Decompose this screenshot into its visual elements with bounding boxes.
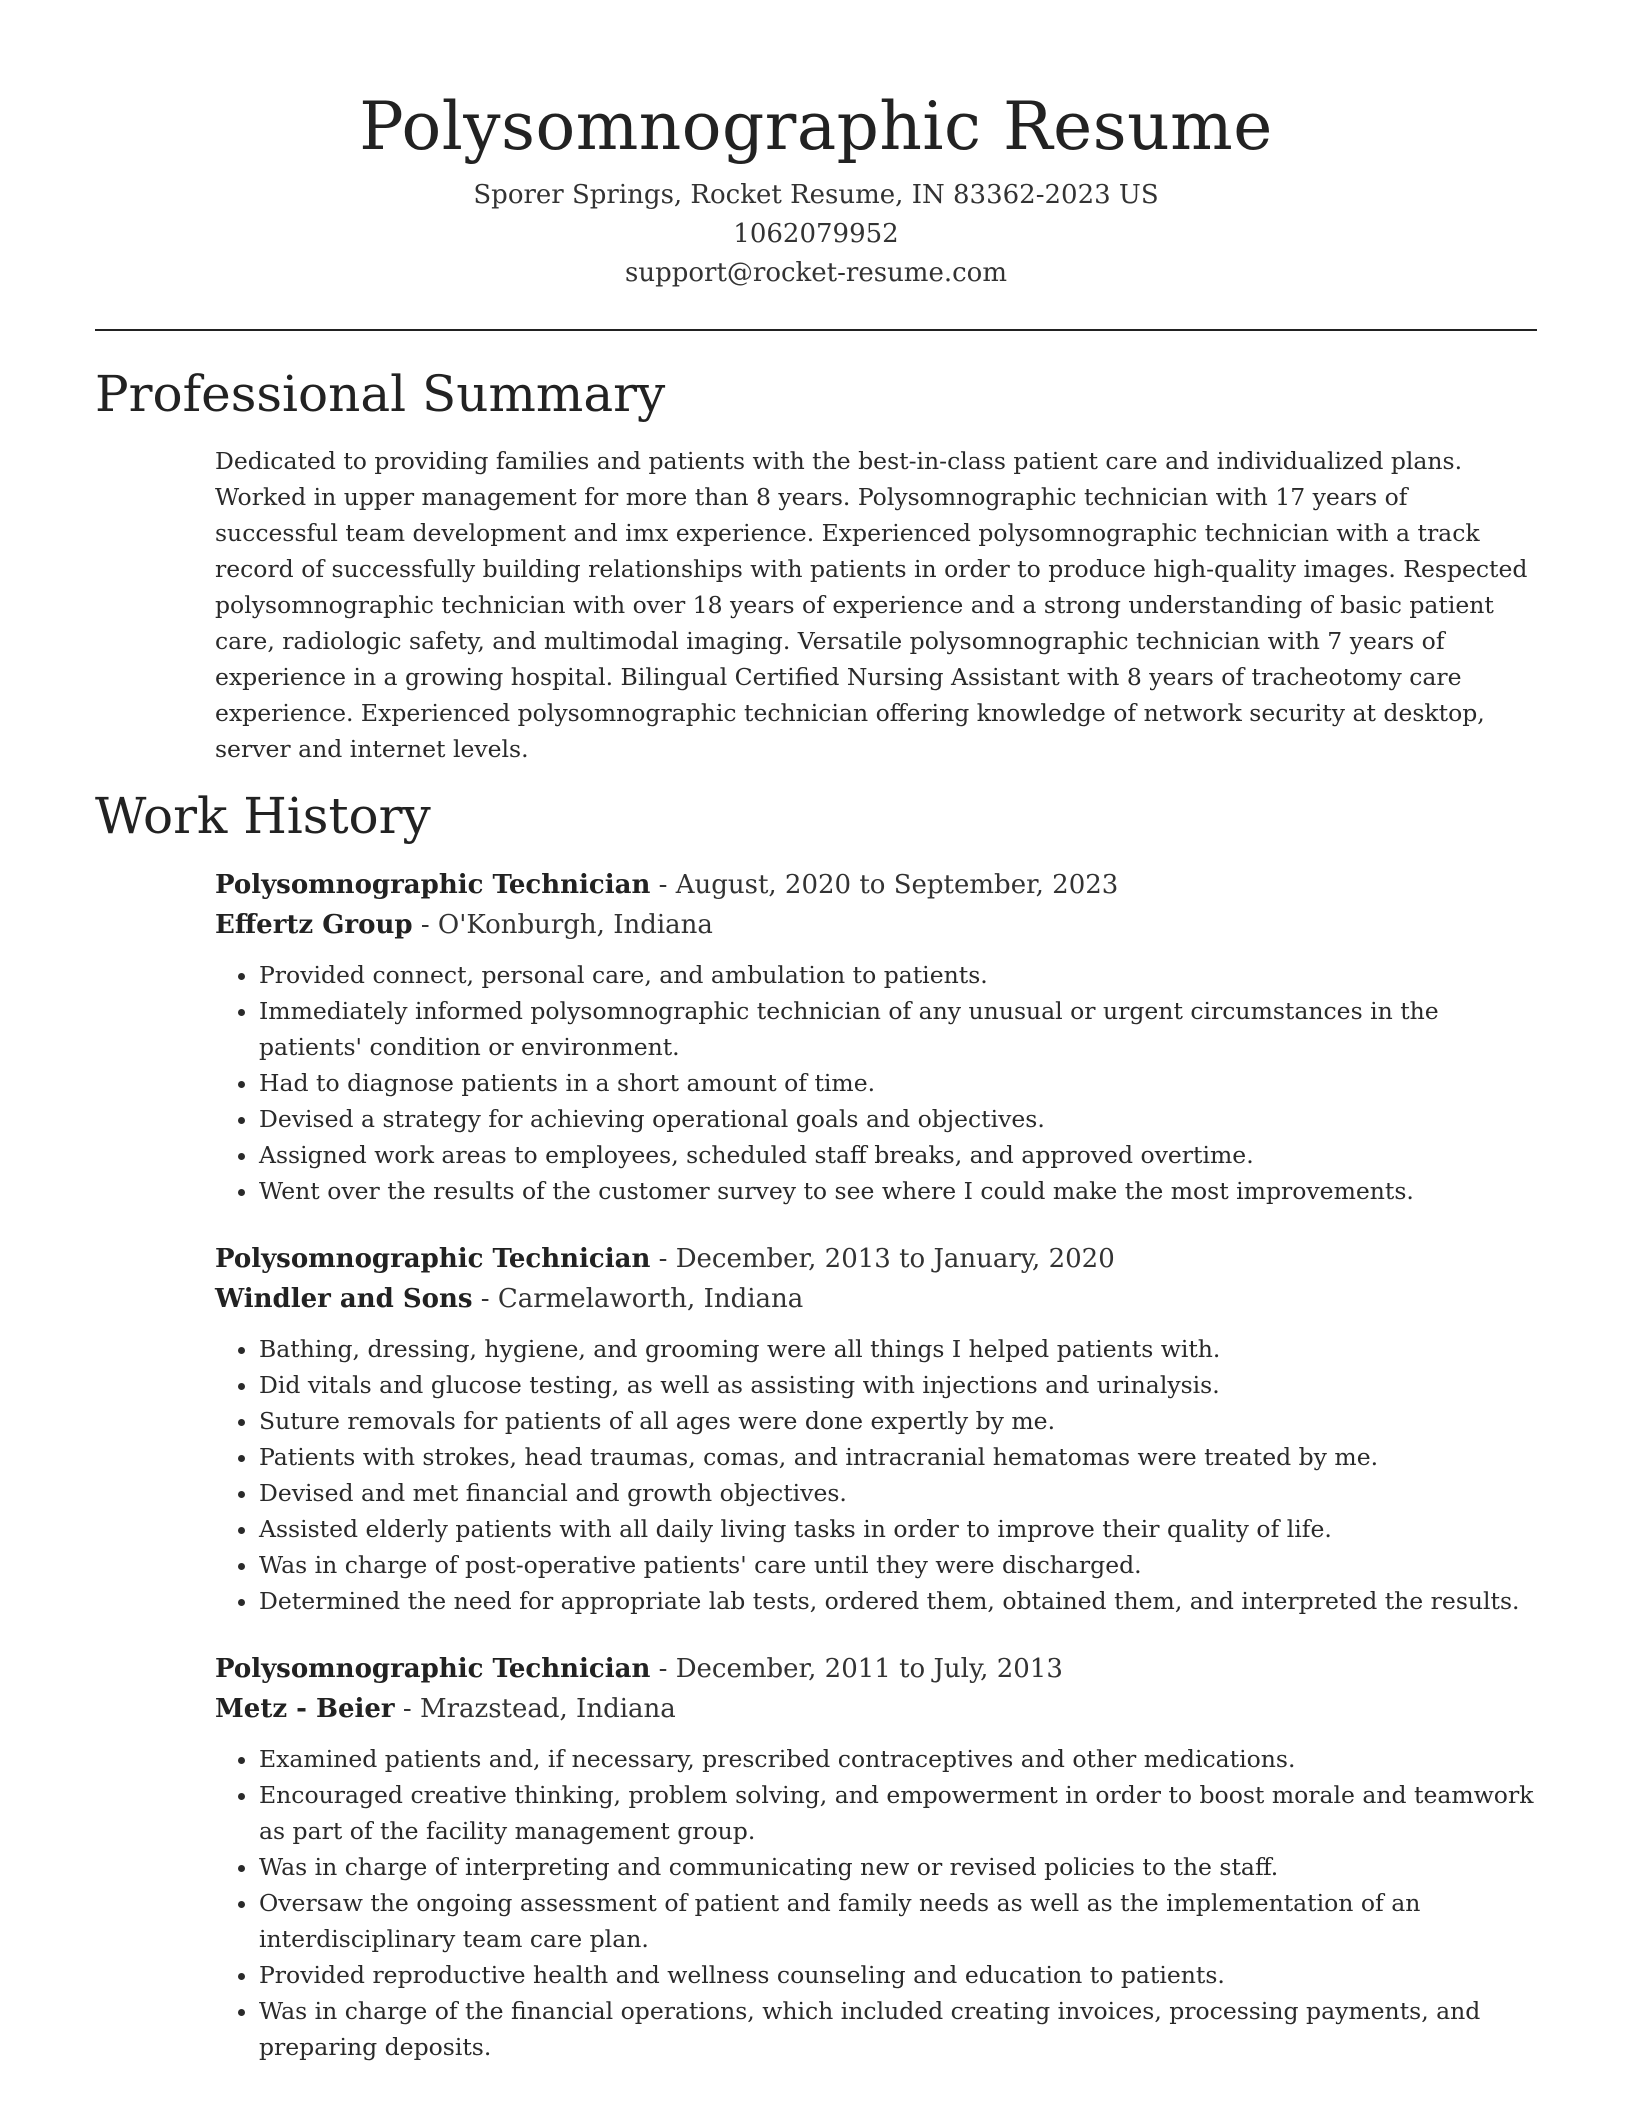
duty-item: • Assigned work areas to employees, scheduled staff breaks, and approved overtime. (259, 1137, 1537, 1173)
duty-item: • Provided connect, personal care, and ambulation to patients. (259, 957, 1537, 993)
duty-item: • Bathing, dressing, hygiene, and grooming were all things I helped patients with. (259, 1331, 1537, 1367)
job-title-line (215, 865, 1537, 905)
job-location: - Carmelaworth, Indiana (480, 1284, 804, 1314)
job-entry (215, 865, 1537, 1209)
duty-item: • Assisted elderly patients with all daily living tasks in order to improve their quality of life. (259, 1511, 1537, 1547)
summary-heading: Professional Summary (95, 365, 666, 423)
address-text: Sporer Springs, Rocket Resume, IN 83362-2023 US (473, 180, 1159, 210)
job-dates: - December, 2011 to July, 2013 (658, 1654, 1063, 1684)
job-entry (215, 1239, 1537, 1619)
job-company: Windler and Sons (215, 1284, 473, 1314)
job-company: Effertz Group (215, 910, 413, 940)
contact-block (95, 176, 1537, 293)
duty-item: • Was in charge of the financial operations, which included creating invoices, processing payments, and preparing deposits. (259, 1993, 1537, 2065)
job-location: - O'Konburgh, Indiana (420, 910, 713, 940)
job-title-line (215, 1239, 1537, 1279)
duty-item: • Oversaw the ongoing assessment of patient and family needs as well as the implementation of an interdisciplinary team care plan. (259, 1885, 1537, 1957)
duty-item: • Was in charge of interpreting and communicating new or revised policies to the staff. (259, 1849, 1537, 1885)
job-company-line (215, 1689, 1537, 1729)
duty-item: • Was in charge of post-operative patients' care until they were discharged. (259, 1547, 1537, 1583)
duty-item: • Patients with strokes, head traumas, comas, and intracranial hematomas were treated by me. (259, 1439, 1537, 1475)
job-title-line (215, 1649, 1537, 1689)
duty-item: • Immediately informed polysomnographic technician of any unusual or urgent circumstances in the patients' condition or environment. (259, 993, 1537, 1065)
work-history-heading: Work History (95, 787, 431, 845)
duty-item: • Had to diagnose patients in a short amount of time. (259, 1065, 1537, 1101)
duty-item: • Determined the need for appropriate lab tests, ordered them, obtained them, and interpreted the results. (259, 1583, 1537, 1619)
duty-item: • Devised a strategy for achieving operational goals and objectives. (259, 1101, 1537, 1137)
work-history-body (215, 865, 1537, 2065)
phone-text: 1062079952 (733, 219, 899, 249)
job-role: Polysomnographic Technician (215, 1654, 651, 1684)
summary-paragraph: Dedicated to providing families and patients with the best-in-class patient care and individualized plans. Worked in upper management for more than 8 years. Polysomnographic technician with 17 years of successful team development and imx experience. Experienced polysomnographic technician with a track record of successfully building relationships with patients in order to produce high-quality images. Respected polysomnographic technician with over 18 years of experience and a strong understanding of basic patient care, radiologic safety, and multimodal imaging. Versatile polysomnographic technician with 7 years of experience in a growing hospital. Bilingual Certified Nursing Assistant with 8 years of tracheotomy care experience. Experienced polysomnographic technician offering knowledge of network security at desktop, server and internet levels. (215, 447, 1528, 763)
duty-item: • Went over the results of the customer survey to see where I could make the most improvements. (259, 1173, 1537, 1209)
duty-item: • Examined patients and, if necessary, prescribed contraceptives and other medications. (259, 1741, 1537, 1777)
resume-title: Polysomnographic Resume (359, 88, 1273, 165)
job-location: - Mrazstead, Indiana (402, 1694, 676, 1724)
duty-item: • Encouraged creative thinking, problem solving, and empowerment in order to boost morale and teamwork as part of the facility management group. (259, 1777, 1537, 1849)
job-company: Metz - Beier (215, 1694, 395, 1724)
job-entry (215, 1649, 1537, 2065)
job-role: Polysomnographic Technician (215, 870, 651, 900)
professional-summary-section (95, 359, 1537, 767)
job-company-line (215, 1279, 1537, 1319)
job-company-line (215, 905, 1537, 945)
duty-item: • Devised and met financial and growth objectives. (259, 1475, 1537, 1511)
job-role: Polysomnographic Technician (215, 1244, 651, 1274)
header-divider (95, 329, 1537, 331)
duty-item: • Suture removals for patients of all ages were done expertly by me. (259, 1403, 1537, 1439)
summary-body (215, 443, 1537, 767)
resume-header (95, 0, 1537, 293)
job-dates: - August, 2020 to September, 2023 (658, 870, 1119, 900)
work-history-section (95, 781, 1537, 2065)
duty-item: • Provided reproductive health and wellness counseling and education to patients. (259, 1957, 1537, 1993)
duty-list (215, 1331, 1537, 1619)
email-text: support@rocket-resume.com (624, 258, 1007, 288)
duty-list (215, 1741, 1537, 2065)
job-dates: - December, 2013 to January, 2020 (658, 1244, 1115, 1274)
duty-item: • Did vitals and glucose testing, as well as assisting with injections and urinalysis. (259, 1367, 1537, 1403)
duty-list (215, 957, 1537, 1209)
